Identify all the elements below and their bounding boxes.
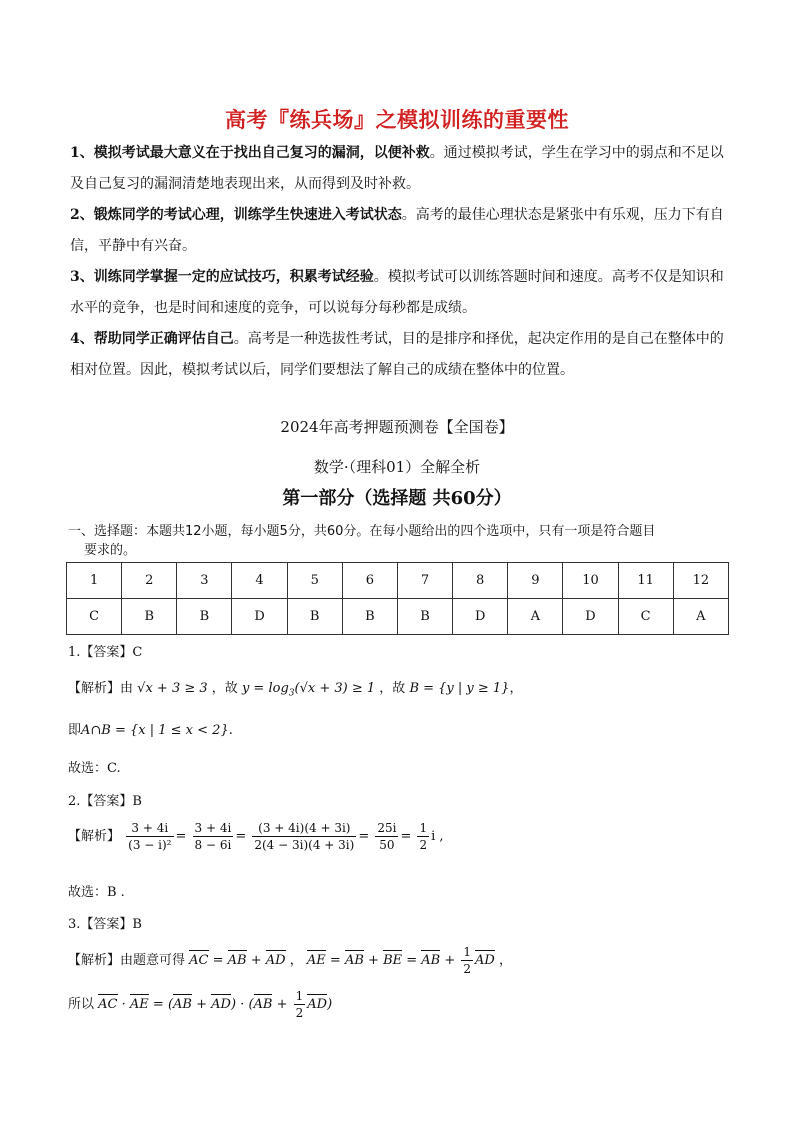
answer-cell: A xyxy=(673,599,728,635)
q3-half-fraction: $\frac{1}{2}$ xyxy=(463,945,472,976)
question-number-cell: 4 xyxy=(232,563,287,599)
answer-cell: C xyxy=(618,599,673,635)
intro-paragraph-1 xyxy=(70,138,725,200)
intro-1-text: 。通过模拟考试，学生在学习中的弱点和不足以及自己复习的漏洞清楚地表现出来，从而得到及时补救。 xyxy=(70,145,724,192)
question-number-cell: 9 xyxy=(508,563,563,599)
answer-cell: D xyxy=(453,599,508,635)
intro-paragraph-3 xyxy=(70,262,725,324)
question-number-cell: 6 xyxy=(342,563,397,599)
q2-fraction-5: $\frac{1}{2}$ xyxy=(419,821,428,852)
q1-answer: 1.【答案】C xyxy=(68,645,143,660)
intro-3-bold: 3、训练同学掌握一定的应试技巧，积累考试经验 xyxy=(70,269,374,285)
page-title: 高考『练兵场』之模拟训练的重要性 xyxy=(225,108,569,132)
q2-fraction-3: $\frac{(3 + 4i)(4 + 3i)}{2(4 - 3i)(4 + 3i)}$ xyxy=(254,821,355,852)
q2-analysis-label: 【解析】 xyxy=(68,829,121,844)
q2-fraction-4: $\frac{25i}{50}$ xyxy=(377,821,397,852)
q3-analysis: 【解析】由题意可得 AC = AB + AD ， AE = AB + BE = AB + $\frac{1}{2}$ AD ， xyxy=(68,945,512,976)
q1-log-expression: $y = \log_3(√x + 3) \ge 1$ xyxy=(241,681,376,699)
question-number-cell: 8 xyxy=(453,563,508,599)
part-title: 第一部分（选择题 共60分） xyxy=(282,488,512,509)
answer-cell: B xyxy=(287,599,342,635)
answer-table-number-row xyxy=(67,563,729,599)
q3-answer: 3.【答案】B xyxy=(68,917,142,932)
question-number-cell: 1 xyxy=(67,563,122,599)
q2-analysis: 【解析】 $\frac{3 + 4i}{\text{(3 − i)²}}$ = $\frac{3 + 4i}{8 - 6i}$ = $\frac{(3 + 4i)(4 + 3i)}{2(4 - 3i)(4 + 3i)}$ = $\frac{25i}{50}$ = $\frac{1}{2}$ i , xyxy=(68,821,444,852)
answer-cell: D xyxy=(232,599,287,635)
section-instructions-line2: 要求的。 xyxy=(84,543,137,558)
intro-3-text: 。模拟考试可以训练答题时间和速度。高考不仅是知识和水平的竞争，也是时间和速度的竞争，可以说每分每秒都是成绩。 xyxy=(70,269,724,316)
q3-dot-product: AC · AE = (AB + AD) · (AB + xyxy=(98,997,288,1012)
q2-answer: 2.【答案】B xyxy=(68,794,142,809)
q1-conclusion: 故选：C. xyxy=(68,761,121,776)
answer-cell: A xyxy=(508,599,563,635)
intro-1-bold: 1、模拟考试最大意义在于找出自己复习的漏洞，以便补救 xyxy=(70,145,430,161)
intro-2-bold: 2、锻炼同学的考试心理，训练学生快速进入考试状态 xyxy=(70,207,402,223)
intro-paragraph-4 xyxy=(70,324,725,386)
q3-vector-eq-1: AC = AB + AD xyxy=(189,953,286,968)
answer-cell: C xyxy=(67,599,122,635)
question-number-cell: 11 xyxy=(618,563,673,599)
q3-vector-eq-2: AE = AB + BE = AB + xyxy=(306,953,456,968)
q2-fraction-1: $\frac{3 + 4i}{\text{(3 − i)²}}$ xyxy=(128,821,172,852)
answer-cell: B xyxy=(342,599,397,635)
q3-analysis-line2: 所以 AC · AE = (AB + AD) · (AB + $\frac{1}{2}$ AD) xyxy=(68,989,333,1020)
intro-2-text: 。高考的最佳心理状态是紧张中有乐观，压力下有自信，平静中有兴奋。 xyxy=(70,207,724,254)
answer-cell: B xyxy=(177,599,232,635)
q1-condition: √x + 3 ≥ 3 xyxy=(137,681,208,696)
answer-cell: B xyxy=(397,599,452,635)
intro-paragraph-2 xyxy=(70,200,725,262)
intro-4-text: 。高考是一种选拔性考试，目的是排序和择优，起决定作用的是自己在整体中的相对位置。因此，模拟考试以后，同学们要想法了解自己的成绩在整体中的位置。 xyxy=(70,331,724,378)
intro-4-bold: 4、帮助同学正确评估自己 xyxy=(70,331,234,347)
answer-table xyxy=(66,562,729,635)
question-number-cell: 12 xyxy=(673,563,728,599)
answer-cell: D xyxy=(563,599,618,635)
q1-analysis-label: 【解析】由 xyxy=(68,681,134,696)
q1-intersection: A∩B = {x | 1 ≤ x < 2} xyxy=(81,723,229,738)
exam-subject: 数学·（理科01）全解全析 xyxy=(313,458,481,476)
question-number-cell: 10 xyxy=(563,563,618,599)
q1-analysis: 【解析】由 √x + 3 ≥ 3 ，故 $y = \log_3(√x + 3) \ge 1$ ，故 B = {y | y ≥ 1}， xyxy=(68,681,523,699)
exam-title: 2024年高考押题预测卷【全国卷】 xyxy=(280,418,514,436)
question-number-cell: 3 xyxy=(177,563,232,599)
q2-fraction-2: $\frac{3 + 4i}{8 - 6i}$ xyxy=(194,821,232,852)
answer-cell: B xyxy=(122,599,177,635)
q1-set-B: B = {y | y ≥ 1} xyxy=(409,681,510,696)
question-number-cell: 7 xyxy=(397,563,452,599)
q3-half-fraction-2: $\frac{1}{2}$ xyxy=(295,989,304,1020)
answer-table-answer-row xyxy=(67,599,729,635)
q1-analysis-line2: 即A∩B = {x | 1 ≤ x < 2}. xyxy=(68,723,233,738)
question-number-cell: 2 xyxy=(122,563,177,599)
q2-conclusion: 故选：B . xyxy=(68,885,125,900)
q3-analysis-label: 【解析】由题意可得 xyxy=(68,953,186,968)
section-instructions-line1: 一、选择题：本题共12小题，每小题5分，共60分。在每小题给出的四个选项中，只有一项是符合题目 xyxy=(68,524,656,539)
question-number-cell: 5 xyxy=(287,563,342,599)
section-instructions xyxy=(68,522,728,560)
